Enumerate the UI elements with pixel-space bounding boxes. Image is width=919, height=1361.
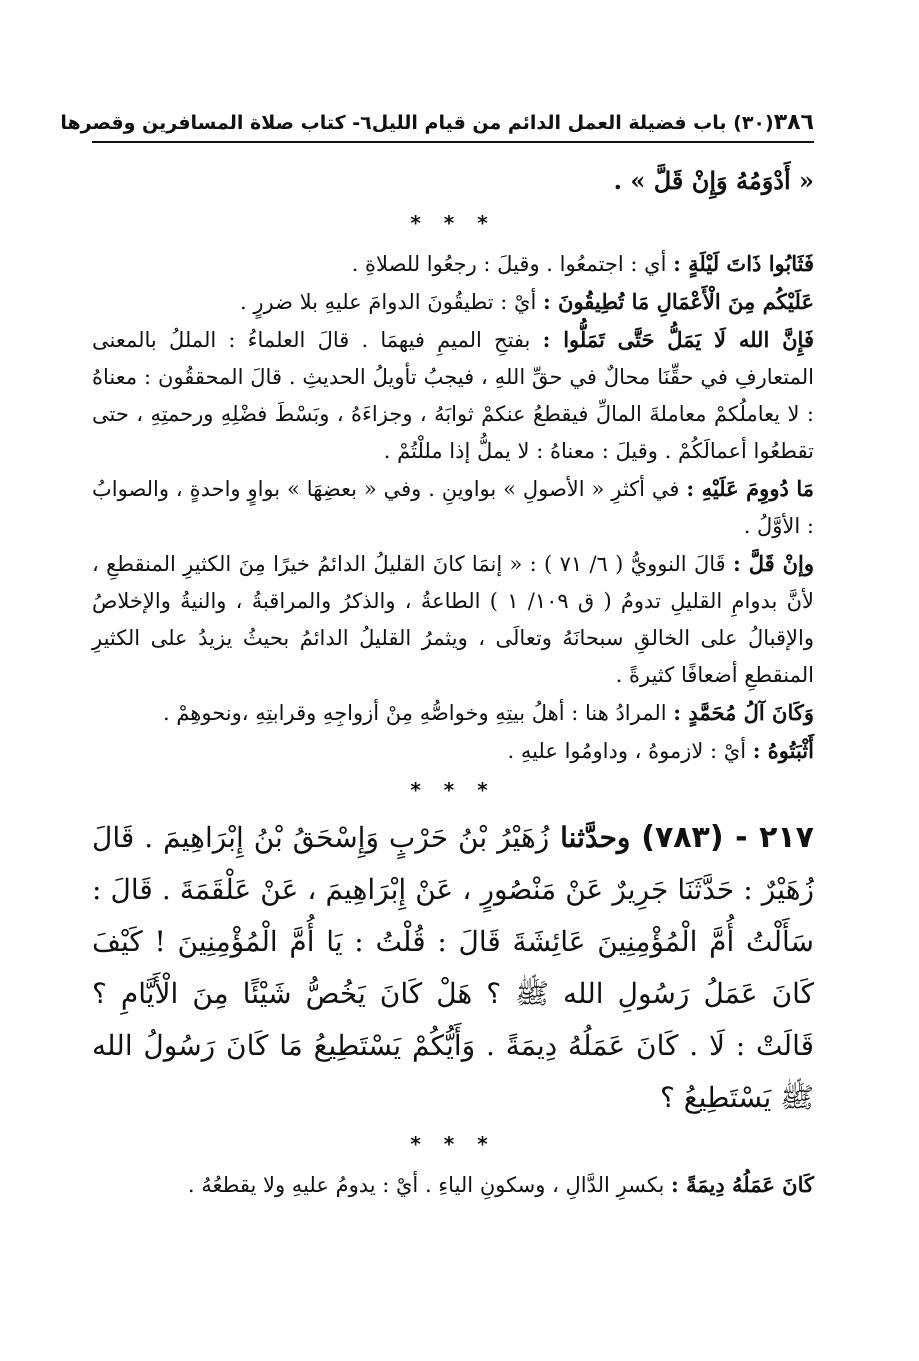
final-note bbox=[92, 1166, 814, 1204]
note-4 bbox=[92, 470, 814, 545]
note-7 bbox=[92, 732, 814, 770]
note-text: قَالَ النوويُّ ( ٦/ ٧١ ) : « إنمَا كانَ القليلُ الدائمُ خيرًا مِنَ الكثيرِ المنقطعِ ، لأنَّ بدوامِ القليلِ تدومُ ( ق ١٠٩/ ١ ) الطاعةُ ، والذكرُ والمراقبةُ ، والنيةُ والإخلاصُ والإقبالُ على الخالقِ سبحانَهُ وتعالَى ، ويثمرُ القليلُ الدائمُ بحيثُ يزيدُ على الكثيرِ المنقطعِ أضعافًا كثيرةً . bbox=[92, 552, 814, 687]
note-text: أيْ : تطيقُونَ الدوامَ عليهِ بلا ضررٍ . bbox=[239, 290, 543, 314]
note-2 bbox=[92, 283, 814, 321]
note-3 bbox=[92, 321, 814, 470]
hadith-text bbox=[92, 812, 814, 1124]
chapter-title: (٣٠) باب فضيلة العمل الدائم من قيام الليل bbox=[371, 112, 774, 134]
page-number: ٣٨٦ bbox=[773, 110, 814, 135]
note-6 bbox=[92, 694, 814, 732]
section-divider: * * * bbox=[410, 778, 496, 802]
hadith-fragment: « أَدْوَمُهُ وَإِنْ قَلَّ » . bbox=[613, 166, 814, 195]
note-lemma: عَلَيْكُم مِنَ الْأَعْمَالِ مَا تُطِيقُونَ : bbox=[542, 289, 814, 314]
hadith-body: زُهَيْرُ بْنُ حَرْبٍ وَإِسْحَقُ بْنُ إِبْرَاهِيمَ . قَالَ زُهَيْرٌ : حَدَّثَنَا جَرِيرٌ عَنْ مَنْصُورٍ ، عَنْ إِبْرَاهِيمَ ، عَنْ عَلْقَمَةَ . قَالَ : سَأَلْتُ أُمَّ الْمُؤْمِنِينَ عَائِشَةَ قَالَ : قُلْتُ : يَا أُمَّ الْمُؤْمِنِينَ ! كَيْفَ كَانَ عَمَلُ رَسُولِ الله ﷺ ؟ هَلْ كَانَ يَخُصُّ شَيْئًا مِنَ الْأَيَّامِ ؟ قَالَتْ : لَا . كَانَ عَمَلُهُ دِيمَةً . وَأَيُّكُمْ يَسْتَطِيعُ مَا كَانَ رَسُولُ الله ﷺ يَسْتَطِيعُ ؟ bbox=[92, 821, 814, 1114]
note-lemma: مَا دُووِمَ عَلَيْهِ : bbox=[686, 476, 814, 501]
note-1 bbox=[92, 245, 814, 283]
note-lemma: فَثَابُوا ذَاتَ لَيْلَةٍ : bbox=[673, 251, 814, 276]
note-text: بكسرِ الدَّالِ ، وسكونِ الياءِ . أيْ : يدومُ عليهِ ولا يقطعُهُ . bbox=[187, 1173, 672, 1197]
note-lemma: وَكَانَ آلُ مُحَمَّدٍ : bbox=[673, 700, 814, 725]
note-lemma: كَانَ عَمَلُهُ دِيمَةً : bbox=[671, 1172, 814, 1197]
note-text: بفتحِ الميمِ فيهمَا . قالَ العلماءُ : المللُ بالمعنى المتعارفِ في حقِّنَا محالٌ في حقِّ اللهِ ، فيجبُ تأويلُ الحديثِ . قالَ المحققُون : معناهُ : لا يعاملُكمْ معاملةَ المالِّ فيقطعُ عنكمْ ثوابَهُ ، وجزاءَهُ ، وبَسْطَ فضْلِهِ ورحمتِهِ ، حتى تقطعُوا أعمالَكُمْ . وقيلَ : معناهُ : لا يملُّ إذا مللْتُمْ . bbox=[92, 328, 814, 463]
note-5 bbox=[92, 545, 814, 694]
hadith-opening: وحدَّثنا bbox=[549, 821, 642, 854]
section-divider: * * * bbox=[410, 1132, 496, 1156]
page bbox=[60, 110, 814, 1204]
note-lemma: أَثْبَتُوهُ : bbox=[752, 738, 814, 763]
note-lemma: وإنْ قَلَّ : bbox=[732, 551, 814, 576]
hadith-number: ٢١٧ - (٧٨٣) bbox=[641, 820, 814, 855]
note-text: في أكثرِ « الأصولِ » بواوينِ . وفي « بعضِهَا » بواوٍ واحدةٍ ، والصوابُ : الأوَّلُ . bbox=[92, 477, 814, 538]
running-header bbox=[60, 110, 814, 143]
section-divider: * * * bbox=[410, 211, 496, 235]
note-text: المرادُ هنا : أهلُ بيتِهِ وخواصُّهِ مِنْ أزواجِهِ وقرابتِهِ ،ونحوهِمْ . bbox=[162, 701, 674, 725]
note-text: أيْ : لازموهُ ، وداومُوا عليهِ . bbox=[507, 739, 753, 763]
note-text: أي : اجتمعُوا . وقيلَ : رجعُوا للصلاةِ . bbox=[351, 252, 674, 276]
book-title: ٦- كتاب صلاة المسافرين وقصرها bbox=[60, 112, 372, 134]
note-lemma: فَإِنَّ الله لَا يَمَلُّ حَتَّى تَمَلُّوا : bbox=[542, 327, 814, 352]
